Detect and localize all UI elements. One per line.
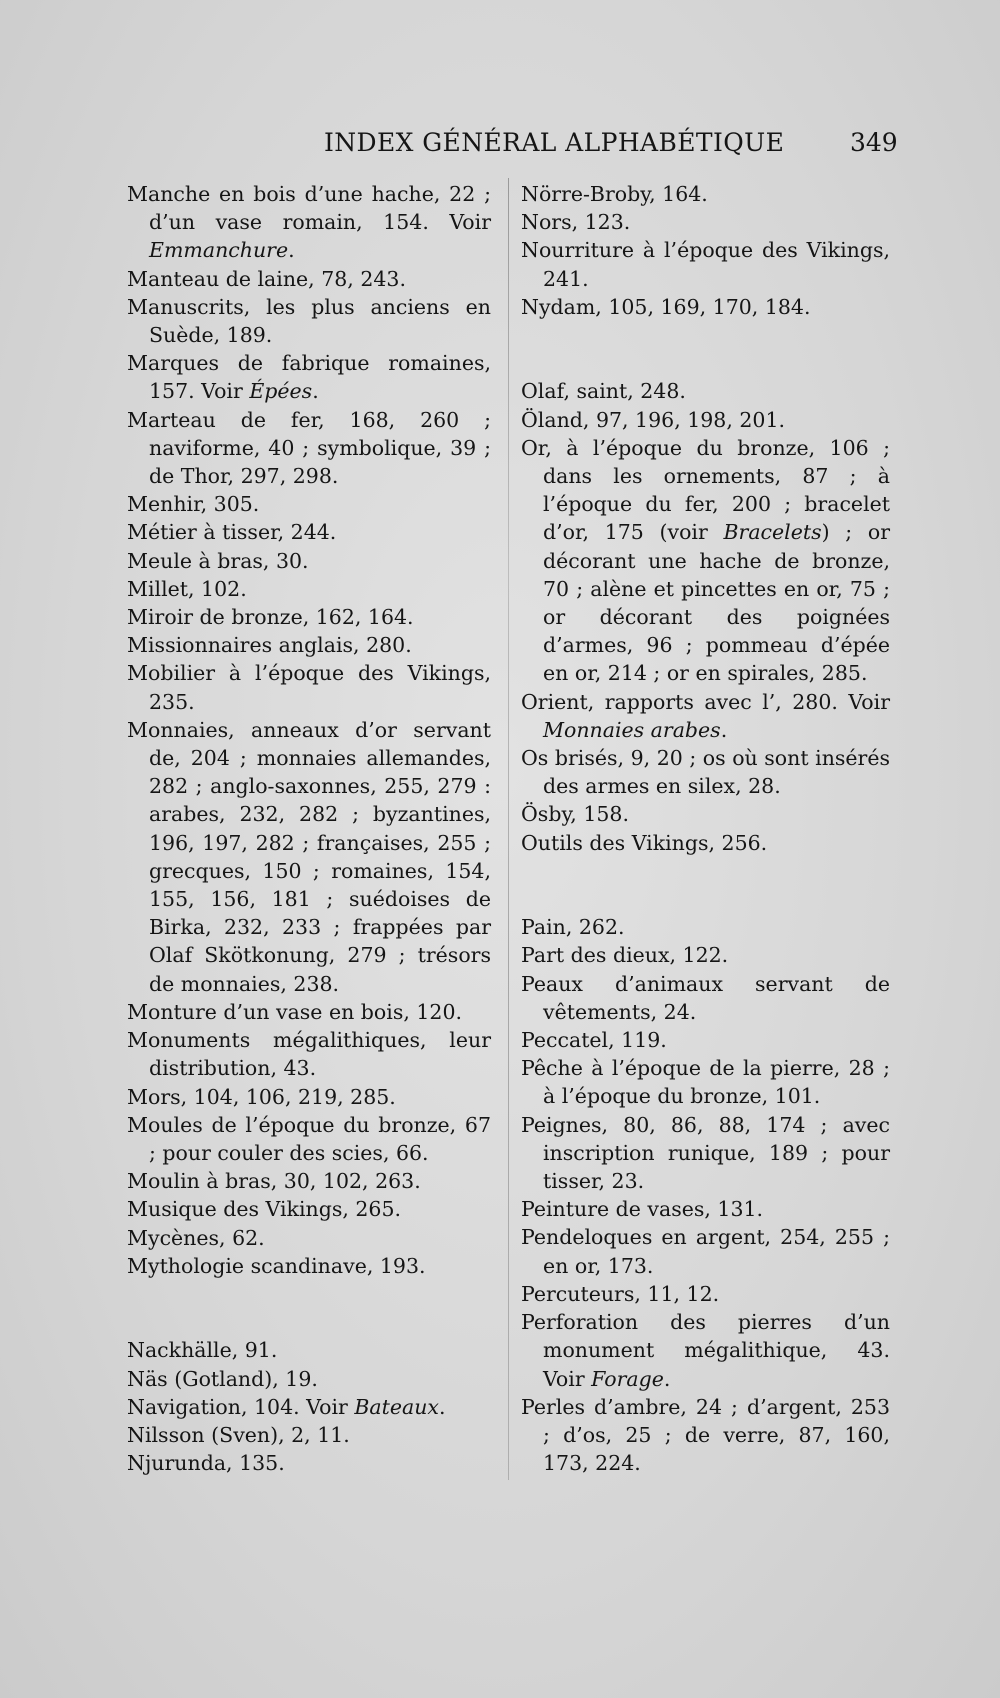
entry-text: Pêche à l’époque de la pierre, 28 ; à l’époque du bronze, 101. [521,1056,890,1109]
entry-text: Mycènes, 62. [127,1225,265,1250]
entry-text: Musique des Vikings, 265. [127,1197,402,1222]
entry-text: Navigation, 104. Voir [127,1394,355,1419]
entry-text: ) ; or décorant une hache de bronze, 70 ; alène et pincettes en or, 75 ; or décorant des poignées d’armes, 96 ; pommeau d’épée en or, 214 ; or en spirales, 285. [543,520,890,686]
running-head [0,128,1000,168]
entry-text: Nilsson (Sven), 2, 11. [127,1422,350,1447]
entry-text: . [720,717,728,742]
entry-text: Moulin à bras, 30, 102, 263. [127,1169,421,1194]
index-entry [521,688,890,744]
entry-text: Ösby, 158. [521,802,629,827]
index-entry [521,377,890,405]
entry-text: Monture d’un vase en bois, 120. [127,999,463,1024]
index-entry [127,1393,491,1421]
entry-text: Part des dieux, 122. [521,943,729,968]
entry-text: Missionnaires anglais, 280. [127,633,412,658]
entry-text: Pendeloques en argent, 254, 255 ; en or, 173. [521,1225,890,1278]
index-entry [521,970,890,1026]
entry-text: Orient, rapports avec l’, 280. Voir [521,689,890,714]
entry-text: Peaux d’animaux servant de vêtements, 24. [521,971,890,1024]
index-entry [127,518,491,546]
section-gap [521,321,890,377]
entry-text: Nourriture à l’époque des Vikings, 241. [521,238,890,291]
index-entry [521,1308,890,1393]
index-entry [127,1224,491,1252]
index-entry [127,716,491,998]
page-number: 349 [850,128,898,157]
entry-text: Nörre-Broby, 164. [521,182,708,206]
entry-text: . [438,1394,446,1419]
entry-text: Or, à l’époque du bronze, 106 ; dans les ornements, 87 ; à l’époque du fer, 200 ; bracelet d’or, 175 (voir [521,435,890,545]
entry-text: Mythologie scandinave, 193. [127,1253,426,1278]
index-entry [127,1449,491,1477]
index-entry [521,1026,890,1054]
index-entry [521,406,890,434]
index-entry [127,547,491,575]
index-column-left [127,180,491,1477]
entry-text: Monuments mégalithiques, leur distribution, 43. [127,1028,491,1081]
entry-text: Millet, 102. [127,576,247,601]
index-entry [521,829,890,857]
index-entry [127,631,491,659]
index-entry [127,1167,491,1195]
entry-text: Manche en bois d’une hache, 22 ; d’un vase romain, 154. Voir [127,182,491,235]
index-entry [521,913,890,941]
entry-text: Percuteurs, 11, 12. [521,1281,720,1306]
index-entry [127,1111,491,1167]
index-entry [521,236,890,292]
index-column-right [521,180,890,1477]
entry-text: Näs (Gotland), 19. [127,1366,318,1391]
entry-text: . [663,1366,671,1391]
entry-text: Olaf, saint, 248. [521,379,686,404]
index-entry [521,1111,890,1196]
entry-text: Mobilier à l’époque des Vikings, 235. [127,661,491,714]
index-entry [127,575,491,603]
cross-reference-text: Bracelets [723,520,822,545]
index-entry [127,1421,491,1449]
index-entry [521,1054,890,1110]
index-entry [521,800,890,828]
index-entry [521,180,890,208]
index-entry [521,744,890,800]
entry-text: Perforation des pierres d’un monument mégalithique, 43. Voir [521,1310,890,1391]
entry-text: Perles d’ambre, 24 ; d’argent, 253 ; d’os, 25 ; de verre, 87, 160, 173, 224. [521,1394,890,1476]
entry-text: . [312,379,319,404]
entry-text: Nackhälle, 91. [127,1338,278,1363]
entry-text: Pain, 262. [521,915,625,940]
index-entry [127,349,491,405]
cross-reference-text: Épées [249,379,313,404]
index-entry [127,265,491,293]
entry-text: Njurunda, 135. [127,1451,285,1476]
entry-text: Peinture de vases, 131. [521,1197,764,1222]
entry-text: Métier à tisser, 244. [127,520,337,545]
entry-text: Miroir de bronze, 162, 164. [127,605,414,630]
cross-reference-text: Emmanchure [149,238,289,263]
index-entry [127,1195,491,1223]
column-divider [508,178,509,1480]
index-entry [521,1280,890,1308]
entry-text: Manuscrits, les plus anciens en Suède, 189. [127,294,491,348]
index-entry [521,208,890,236]
index-entry [127,1365,491,1393]
index-entry [521,1195,890,1223]
index-entry [521,1223,890,1279]
index-entry [521,293,890,321]
cross-reference-text: Bateaux [354,1394,439,1419]
entry-text: Peignes, 80, 86, 88, 174 ; avec inscription runique, 189 ; pour tisser, 23. [521,1112,890,1194]
index-entry [127,998,491,1026]
index-entry [127,603,491,631]
running-title: INDEX GÉNÉRAL ALPHABÉTIQUE [324,128,785,157]
index-entry [521,941,890,969]
entry-text: Outils des Vikings, 256. [521,830,768,855]
index-entry [127,1083,491,1111]
index-entry [127,406,491,491]
entry-text: Marques de fabrique romaines, 157. Voir [127,351,491,404]
entry-text: Öland, 97, 196, 198, 201. [521,407,786,432]
index-entry [127,1026,491,1082]
index-entry [127,1336,491,1364]
entry-text: Marteau de fer, 168, 260 ; naviforme, 40 ; symbolique, 39 ; de Thor, 297, 298. [127,407,491,489]
entry-text: Mors, 104, 106, 219, 285. [127,1084,396,1109]
entry-text: Os brisés, 9, 20 ; os où sont insérés des armes en silex, 28. [521,746,890,799]
index-entry [127,1252,491,1280]
entry-text: Nydam, 105, 169, 170, 184. [521,294,811,319]
entry-text: Manteau de laine, 78, 243. [127,266,406,291]
index-entry [521,1393,890,1478]
index-entry [127,293,491,349]
index-entry [127,490,491,518]
index-entry [127,180,491,265]
entry-text: Moules de l’époque du bronze, 67 ; pour couler des scies, 66. [127,1112,491,1165]
index-entry [127,659,491,715]
section-gap [521,857,890,913]
entry-text: Nors, 123. [521,210,631,235]
entry-text: Menhir, 305. [127,492,260,517]
entry-text: Meule à bras, 30. [127,548,309,573]
entry-text: Peccatel, 119. [521,1028,667,1053]
cross-reference-text: Forage [591,1366,664,1391]
entry-text: Monnaies, anneaux d’or servant de, 204 ; monnaies allemandes, 282 ; anglo-saxonnes, 255, 279 : arabes, 232, 282 ; byzantines, 196, 197, 282 ; françaises, 255 ; grecques, 150 ; romaines, 154, 155, 156, 181 ; suédoises de Birka, 232, 233 ; frappées par Olaf Skötkonung, 279 ; trésors de monnaies, 238. [127,717,491,996]
section-gap [127,1280,491,1336]
entry-text: . [288,238,295,263]
index-entry [521,434,890,688]
cross-reference-text: Monnaies arabes [543,717,721,742]
